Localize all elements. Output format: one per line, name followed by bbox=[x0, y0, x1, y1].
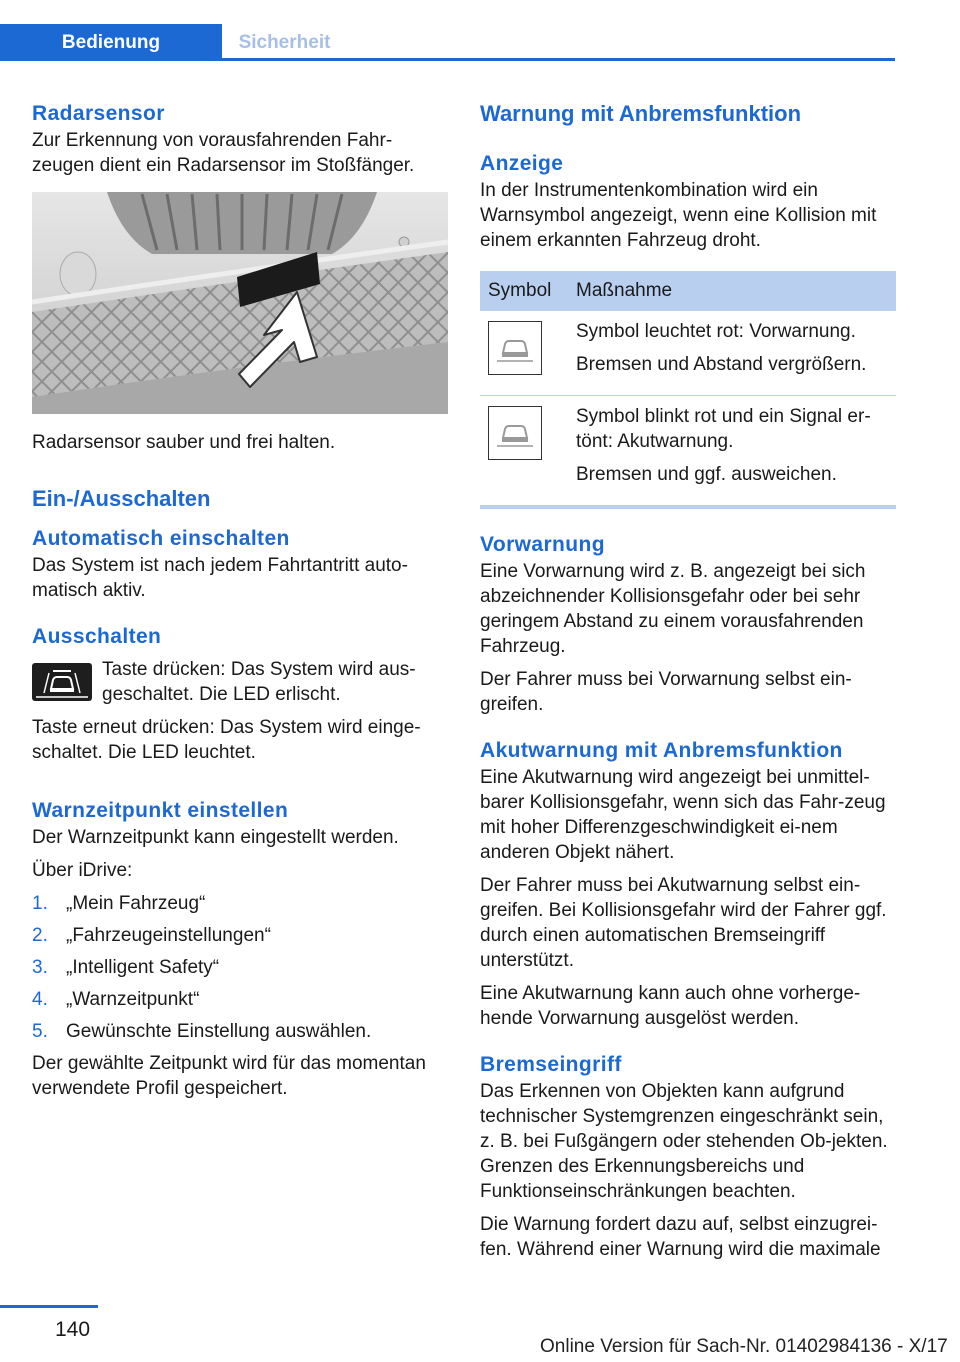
warnung-anbremsfunktion-heading: Warnung mit Anbremsfunktion bbox=[480, 101, 802, 126]
table-header-row bbox=[480, 271, 896, 311]
radarsensor-text: Zur Erkennung von vorausfahrenden Fahr-zeugen dient ein Radarsensor im Stoßfänger. bbox=[32, 130, 415, 176]
bremseingriff-text-2: Die Warnung fordert dazu auf, selbst einzugrei-fen. Während einer Warnung wird die maximale bbox=[480, 1214, 881, 1260]
list-item: 5. Gewünschte Einstellung auswählen. bbox=[32, 1021, 372, 1042]
warnzeitpunkt-text: Der Warnzeitpunkt kann eingestellt werden. bbox=[32, 827, 399, 848]
footer-rule bbox=[0, 1305, 98, 1308]
table-row bbox=[480, 396, 896, 508]
radar-sensor-photo bbox=[32, 192, 448, 414]
tab-sicherheit[interactable]: Sicherheit bbox=[238, 32, 331, 53]
symbol-table bbox=[480, 271, 896, 509]
chapter-tabs bbox=[0, 24, 895, 62]
akutwarnung-text-3: Eine Akutwarnung kann auch ohne vorherge-hende Vorwarnung ausgelöst werden. bbox=[480, 983, 861, 1029]
car-warning-symbol-icon bbox=[488, 406, 542, 460]
list-item: 1. „Mein Fahrzeug“ bbox=[32, 893, 206, 914]
bremseingriff-text-1: Das Erkennen von Objekten kann aufgrund technischer Systemgrenzen eingeschränkt sein, z. B. bei Fußgängern oder stehenden Ob-jekten. Grenzen des Erkennungsbereichs und Funktionseinschränkungen beachten. bbox=[480, 1081, 888, 1202]
prewarning-symbol-text: Symbol leuchtet rot: Vorwarnung. bbox=[576, 321, 856, 342]
table-row bbox=[480, 311, 896, 396]
radarsensor-heading: Radarsensor bbox=[32, 102, 165, 125]
bremseingriff-heading: Bremseingriff bbox=[480, 1053, 622, 1076]
ausschalten-heading: Ausschalten bbox=[32, 625, 162, 648]
vorwarnung-text-1: Eine Vorwarnung wird z. B. angezeigt bei sich abzeichnender Kollisionsgefahr oder bei sehr geringem Abstand zu einem vorausfahrenden Fahrzeug. bbox=[480, 561, 866, 657]
list-item: 3. „Intelligent Safety“ bbox=[32, 957, 220, 978]
symbol-column-header: Symbol bbox=[480, 271, 568, 311]
radar-sensor-illustration bbox=[32, 192, 448, 414]
acute-action-text: Bremsen und ggf. ausweichen. bbox=[576, 464, 837, 485]
collision-warning-button-icon bbox=[32, 663, 92, 701]
tab-rule bbox=[0, 58, 895, 61]
anzeige-text: In der Instrumentenkombination wird ein Warnsymbol angezeigt, wenn eine Kollision mit einem erkannten Fahrzeug droht. bbox=[480, 180, 877, 251]
profile-saved-text: Der gewählte Zeitpunkt wird für das momentan verwendete Profil gespeichert. bbox=[32, 1053, 426, 1099]
right-column bbox=[480, 100, 896, 1262]
car-warning-symbol-icon bbox=[488, 321, 542, 375]
ein-ausschalten-heading: Ein-/Ausschalten bbox=[32, 486, 211, 511]
automatisch-einschalten-text: Das System ist nach jedem Fahrtantritt auto-matisch aktiv. bbox=[32, 555, 408, 601]
page-number: 140 bbox=[55, 1318, 91, 1341]
radarsensor-note: Radarsensor sauber und frei halten. bbox=[32, 432, 336, 453]
einschalten-again-text: Taste erneut drücken: Das System wird einge-schaltet. Die LED leuchtet. bbox=[32, 717, 421, 763]
vorwarnung-heading: Vorwarnung bbox=[480, 533, 605, 556]
warnzeitpunkt-heading: Warnzeitpunkt einstellen bbox=[32, 799, 289, 822]
measure-column-header: Maßnahme bbox=[568, 271, 896, 311]
vorwarnung-text-2: Der Fahrer muss bei Vorwarnung selbst ein-greifen. bbox=[480, 669, 852, 715]
akutwarnung-heading: Akutwarnung mit Anbremsfunktion bbox=[480, 739, 843, 762]
tab-bedienung[interactable]: Bedienung bbox=[0, 24, 222, 61]
anzeige-heading: Anzeige bbox=[480, 152, 564, 175]
acute-symbol-text: Symbol blinkt rot und ein Signal er-tönt: Akutwarnung. bbox=[576, 406, 871, 452]
list-item: 2. „Fahrzeugeinstellungen“ bbox=[32, 925, 271, 946]
idrive-text: Über iDrive: bbox=[32, 860, 133, 881]
automatisch-einschalten-heading: Automatisch einschalten bbox=[32, 527, 290, 550]
prewarning-action-text: Bremsen und Abstand vergrößern. bbox=[576, 354, 867, 375]
left-column bbox=[32, 100, 450, 1101]
ausschalten-button-text: Taste drücken: Das System wird aus-geschaltet. Die LED erlischt. bbox=[102, 659, 416, 705]
list-item: 4. „Warnzeitpunkt“ bbox=[32, 989, 200, 1010]
akutwarnung-text-2: Der Fahrer muss bei Akutwarnung selbst ein-greifen. Bei Kollisionsgefahr wird der Fahrer ggf. durch einen automatischen Bremseingriff unterstützt. bbox=[480, 875, 887, 971]
online-version-text: Online Version für Sach-Nr. 01402984136 - X/17 bbox=[540, 1336, 948, 1357]
button-instruction bbox=[32, 657, 450, 707]
idrive-steps bbox=[32, 891, 450, 1044]
akutwarnung-text-1: Eine Akutwarnung wird angezeigt bei unmittel-barer Kollisionsgefahr, wenn sich das Fahr-zeug mit hoher Differenzgeschwindigkeit ei-nem anderen Objekt nähert. bbox=[480, 767, 886, 863]
